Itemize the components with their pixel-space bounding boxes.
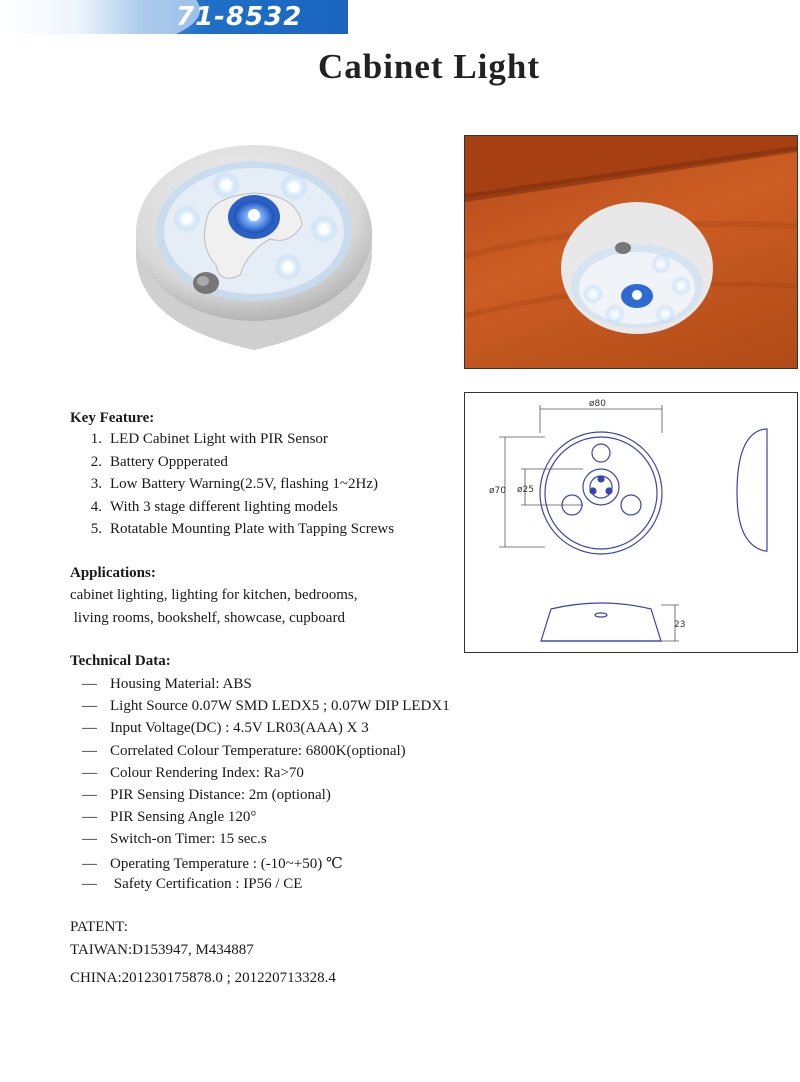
tech-item: — Housing Material: ABS xyxy=(82,676,252,692)
feature-item: 5. Rotatable Mounting Plate with Tapping Screws xyxy=(90,521,395,537)
tech-item: — PIR Sensing Angle 120° xyxy=(82,809,257,826)
tech-item: — PIR Sensing Distance: 2m (optional) xyxy=(82,786,331,803)
mounted-photo-image xyxy=(465,136,797,368)
tech-item: — Input Voltage(DC) : 4.5V LR03(AAA) X 3 xyxy=(82,720,369,737)
tech-item: — Colour Rendering Index: Ra>70 xyxy=(82,764,304,781)
patent-taiwan: TAIWAN:D153947, M434887 xyxy=(70,942,254,958)
dim-height-label: ø70 xyxy=(489,486,506,496)
key-feature-heading: Key Feature: xyxy=(70,410,155,426)
tech-item: — Light Source 0.07W SMD LEDX5 ; 0.07W DIP LEDX1 xyxy=(82,698,450,715)
tech-item: — Switch-on Timer: 15 sec.s xyxy=(82,831,267,848)
banner-swoosh xyxy=(0,0,200,34)
key-feature-list xyxy=(70,431,394,544)
applications-text xyxy=(70,587,357,633)
product-photo xyxy=(130,135,378,360)
tech-item: — Correlated Colour Temperature: 6800K(optional) xyxy=(82,742,406,759)
technical-drawing-svg xyxy=(465,393,797,652)
applications-heading: Applications: xyxy=(70,565,156,581)
page-title: Cabinet Light xyxy=(317,47,541,86)
model-banner xyxy=(0,0,348,34)
mounted-photo xyxy=(464,135,798,369)
patent-china: CHINA:201230175878.0 ; 201220713328.4 xyxy=(70,970,336,986)
feature-item: 3. Low Battery Warning(2.5V, flashing 1~2Hz) xyxy=(90,476,378,492)
technical-data-heading: Technical Data: xyxy=(70,653,171,669)
feature-item: 1. LED Cabinet Light with PIR Sensor xyxy=(90,431,328,447)
tech-item: — Safety Certification : IP56 / CE xyxy=(82,875,303,892)
patent-heading: PATENT: xyxy=(70,919,128,935)
tech-item: — Operating Temperature : (-10~+50) ℃ xyxy=(82,855,343,872)
feature-item: 4. With 3 stage different lighting models xyxy=(90,498,338,515)
applications-line: living rooms, bookshelf, showcase, cupboard xyxy=(70,610,345,626)
technical-drawing xyxy=(464,392,798,653)
dim-depth-label: 23 xyxy=(674,620,686,630)
applications-line: cabinet lighting, lighting for kitchen, bedrooms, xyxy=(70,587,358,603)
model-number: 71-8532 xyxy=(176,2,303,32)
feature-item: 2. Battery Oppperated xyxy=(90,453,228,470)
dim-width-label: ø80 xyxy=(589,399,606,409)
dim-center-label: ø25 xyxy=(517,485,534,495)
technical-data-list xyxy=(82,676,450,898)
